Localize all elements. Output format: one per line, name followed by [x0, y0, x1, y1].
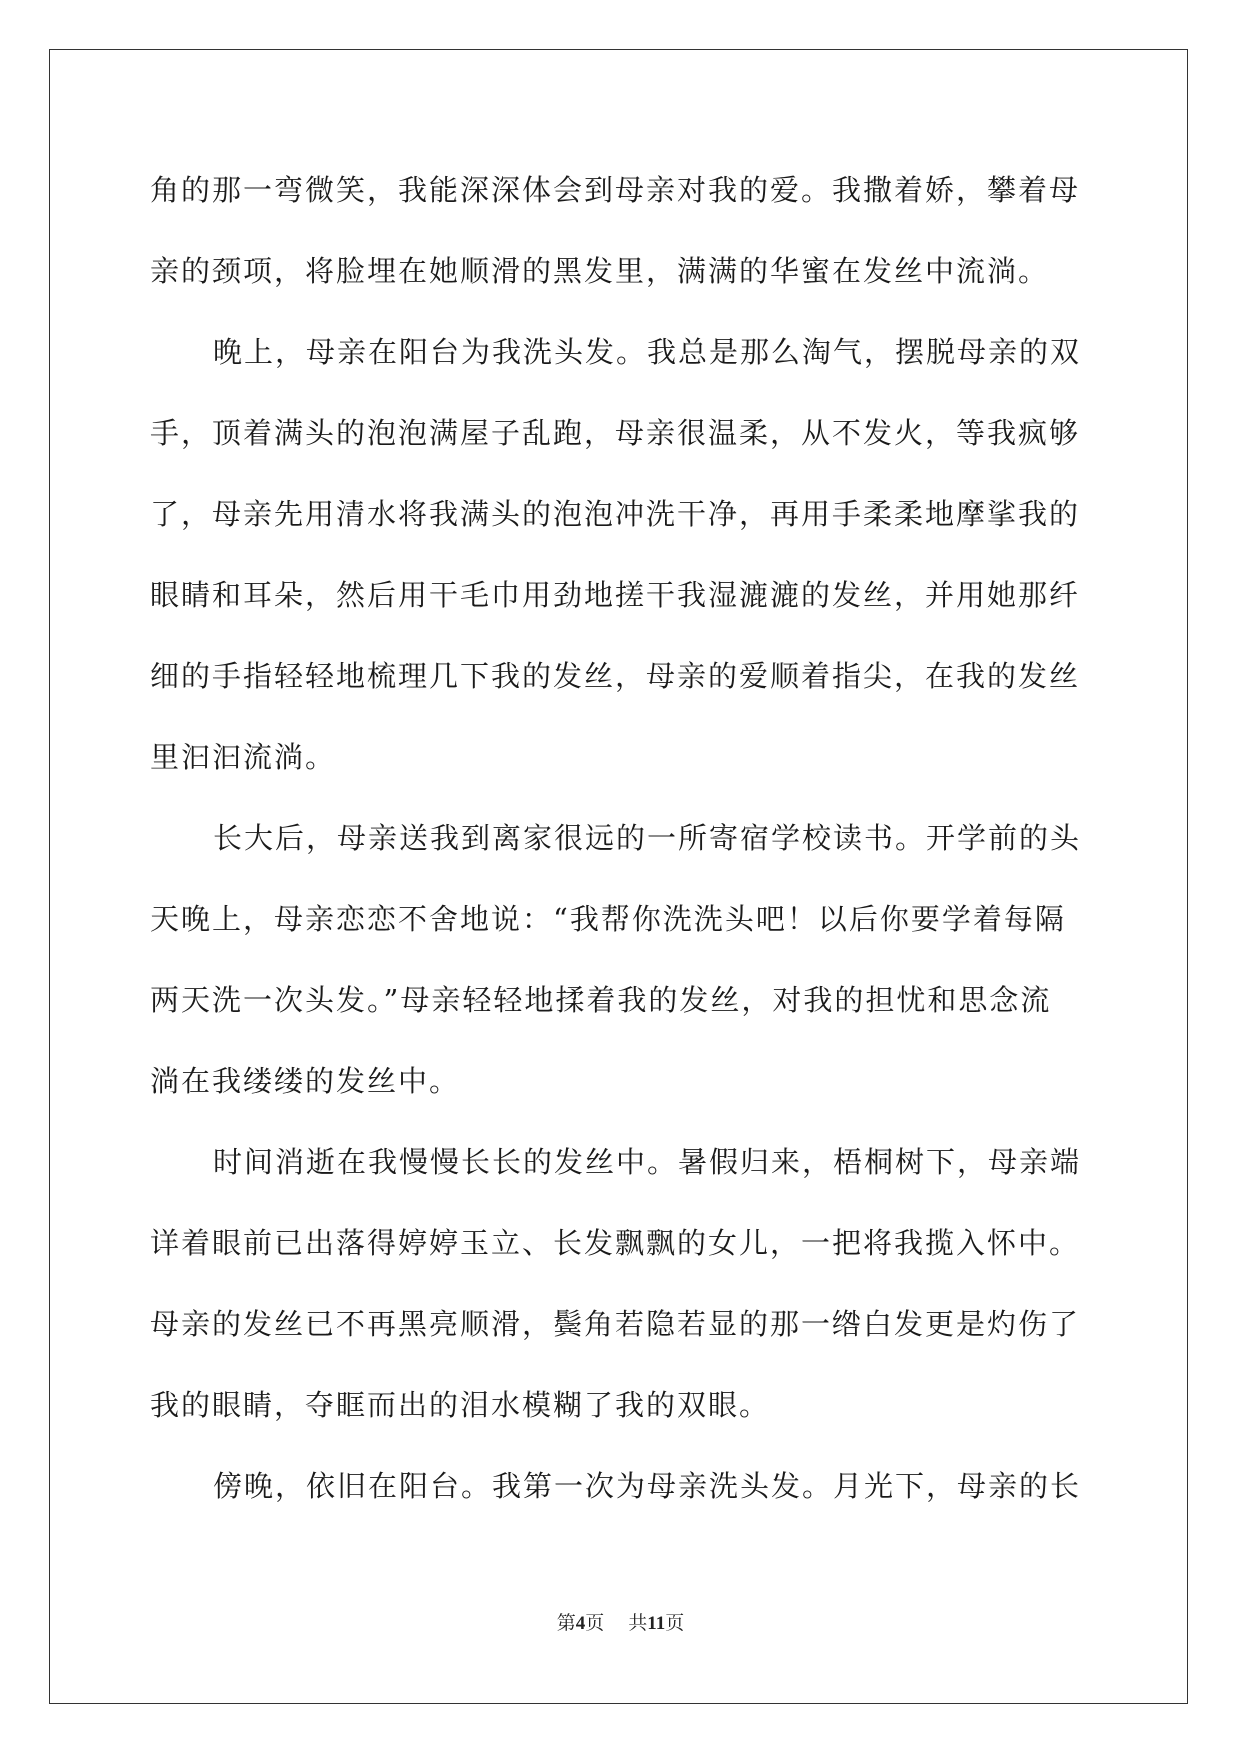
total-suffix: 页 — [665, 1613, 685, 1634]
text-line: 我的眼睛，夺眶而出的泪水模糊了我的双眼。 — [150, 1388, 771, 1422]
paragraph-first-line: 傍晚，依旧在阳台。我第一次为母亲洗头发。月光下，母亲的长 — [213, 1469, 1082, 1503]
text-line: 天晚上，母亲恋恋不舍地说：“我帮你洗洗头吧！以后你要学着每隔 — [150, 902, 1066, 936]
paragraph-first-line: 长大后，母亲送我到离家很远的一所寄宿学校读书。开学前的头 — [213, 821, 1082, 855]
page-number: 4 — [575, 1613, 586, 1634]
text-line: 细的手指轻轻地梳理几下我的发丝，母亲的爱顺着指尖，在我的发丝 — [150, 659, 1081, 693]
text-line: 淌在我缕缕的发丝中。 — [150, 1064, 461, 1098]
text-line: 里汩汩流淌。 — [150, 740, 337, 774]
paragraph-first-line: 晚上，母亲在阳台为我洗头发。我总是那么淘气，摆脱母亲的双 — [213, 335, 1082, 369]
text-line: 了，母亲先用清水将我满头的泡泡冲洗干净，再用手柔柔地摩挲我的 — [150, 497, 1081, 531]
text-line: 手，顶着满头的泡泡满屋子乱跑，母亲很温柔，从不发火，等我疯够 — [150, 416, 1081, 450]
document-body — [150, 160, 1086, 1537]
text-line: 角的那一弯微笑，我能深深体会到母亲对我的爱。我撒着娇，攀着母 — [150, 173, 1081, 207]
text-line: 母亲的发丝已不再黑亮顺滑，鬓角若隐若显的那一绺白发更是灼伤了 — [150, 1307, 1081, 1341]
page-footer — [0, 1608, 1241, 1635]
text-line: 眼睛和耳朵，然后用干毛巾用劲地搓干我湿漉漉的发丝，并用她那纤 — [150, 578, 1081, 612]
text-line: 亲的颈项，将脸埋在她顺滑的黑发里，满满的华蜜在发丝中流淌。 — [150, 254, 1050, 288]
page-prefix: 第 — [556, 1613, 576, 1634]
page-suffix: 页 — [585, 1613, 605, 1634]
total-prefix: 共 — [628, 1613, 648, 1634]
total-pages: 11 — [647, 1613, 666, 1634]
paragraph-first-line: 时间消逝在我慢慢长长的发丝中。暑假归来，梧桐树下，母亲端 — [213, 1145, 1082, 1179]
text-line: 两天洗一次头发。”母亲轻轻地揉着我的发丝，对我的担忧和思念流 — [150, 983, 1052, 1017]
text-line: 详着眼前已出落得婷婷玉立、长发飘飘的女儿，一把将我揽入怀中。 — [150, 1226, 1081, 1260]
